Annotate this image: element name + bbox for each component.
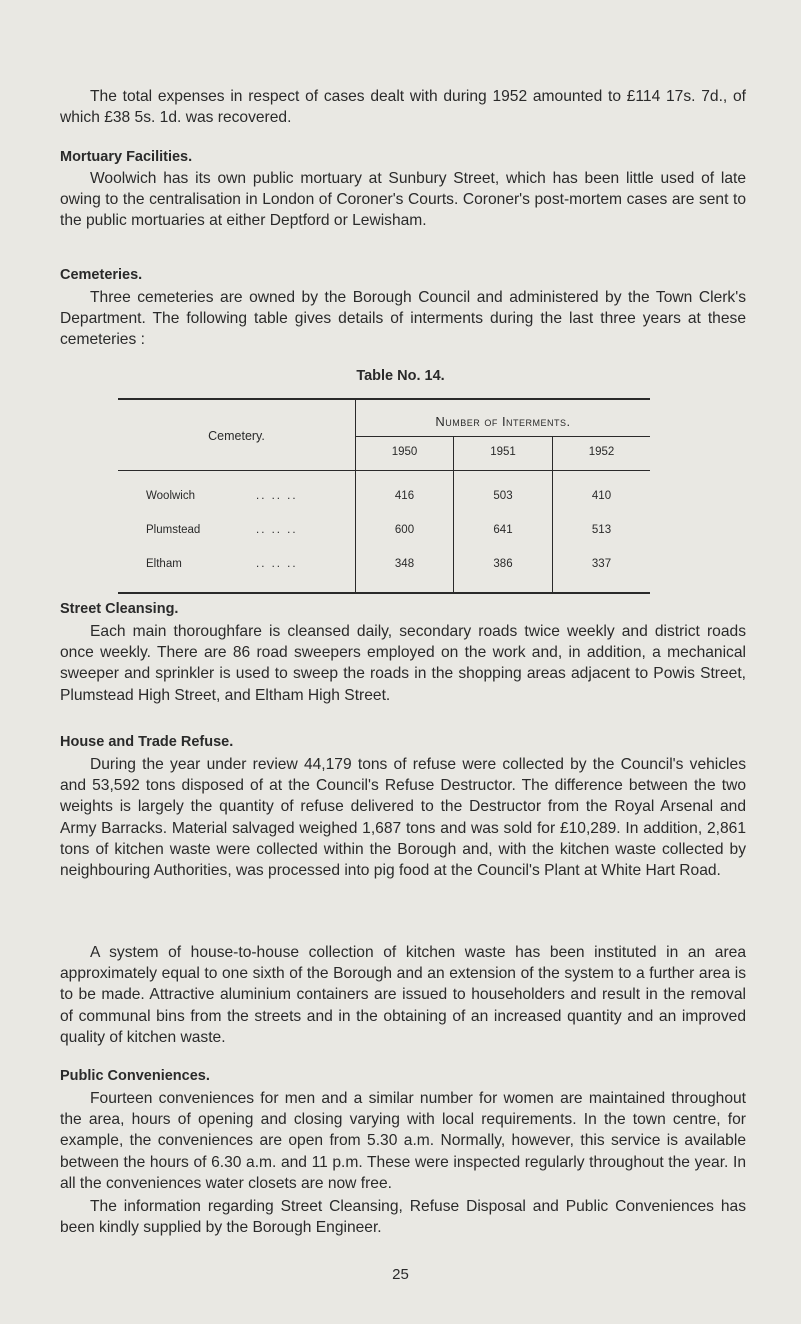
- table-cell: 337: [591, 558, 612, 570]
- table-cell: 410: [591, 490, 612, 502]
- table-bottom-rule: [118, 592, 650, 594]
- table-cell: 513: [591, 524, 612, 536]
- table-cell: 503: [493, 490, 513, 502]
- heading-refuse: House and Trade Refuse.: [60, 734, 234, 750]
- table-cell: 386: [493, 558, 513, 570]
- column-header-year: 1950: [391, 446, 418, 458]
- heading-mortuary: Mortuary Facilities.: [60, 149, 193, 165]
- mortuary-paragraph: Woolwich has its own public mortuary at Sunbury Street, which has been little used of late owing to the centralisation in London of Coroner's Courts. Coroner's post-mortem cases are sent to the public mortuaries at either Deptford or Lewisham.: [60, 170, 746, 230]
- interments-table: [118, 398, 650, 594]
- column-divider: [552, 437, 553, 594]
- row-label: Eltham: [146, 558, 182, 570]
- group-header-rule: [356, 436, 650, 437]
- column-divider: [453, 437, 454, 594]
- table-top-rule: [118, 398, 650, 400]
- row-label: Woolwich: [146, 490, 195, 502]
- heading-conveniences: Public Conveniences.: [60, 1068, 210, 1084]
- heading-cemeteries: Cemeteries.: [60, 267, 143, 283]
- dot-leader: .. .. ..: [256, 490, 298, 502]
- column-header-year: 1951: [490, 446, 516, 458]
- column-header-year: 1952: [588, 446, 615, 458]
- refuse-paragraph-1: During the year under review 44,179 tons of refuse were collected by the Council's vehicles and 53,592 tons disposed of at the Council's Refuse Destructor. The difference between the two weights is largely the quantity of refuse delivered to the Destructor from the Royal Arsenal and Army Barracks. Material salvaged weighed 1,687 tons and was sold for £10,289. In addition, 2,861 tons of kitchen waste were collected within the Borough and, with the kitchen waste collected by neighbouring Authorities, was processed into pig food at the Council's Plant at White Hart Road.: [60, 756, 746, 880]
- conveniences-paragraph: Fourteen conveniences for men and a similar number for women are maintained throughout the area, hours of opening and closing varying with local requirements. In the town centre, for example, the conveniences are open from 5.30 a.m. Normally, however, this service is available between the hours of 6.30 a.m. and 11 p.m. These were inspected regularly throughout the year. In all the conveniences water closets are now free.: [60, 1090, 746, 1192]
- table-caption: Table No. 14.: [356, 368, 445, 384]
- closing-paragraph: The information regarding Street Cleansing, Refuse Disposal and Public Conveniences has been kindly supplied by the Borough Engineer.: [60, 1198, 746, 1237]
- dot-leader: .. .. ..: [256, 524, 298, 536]
- header-bottom-rule: [118, 470, 650, 471]
- cemeteries-paragraph: Three cemeteries are owned by the Borough Council and administered by the Town Clerk's Department. The following table gives details of interments during the last three years at these cemeteries :: [60, 289, 746, 349]
- street-paragraph: Each main thoroughfare is cleansed daily, secondary roads twice weekly and district roads once weekly. There are 86 road sweepers employed on the work and, in addition, a mechanical sweeper and sprinkler is used to sweep the roads in the shopping areas adjacent to Powis Street, Plumstead High Street, and Eltham High Street.: [60, 623, 746, 704]
- row-label: Plumstead: [146, 524, 201, 536]
- group-header: Number of Interments.: [435, 414, 571, 429]
- table-cell: 600: [394, 524, 415, 536]
- table-cell: 416: [394, 490, 415, 502]
- intro-paragraph: The total expenses in respect of cases dealt with during 1952 amounted to £114 17s. 7d., of which £38 5s. 1d. was recovered.: [60, 88, 746, 127]
- table-cell: 348: [394, 558, 415, 570]
- table-cell: 641: [493, 524, 513, 536]
- refuse-paragraph-2: A system of house-to-house collection of kitchen waste has been instituted in an area approximately equal to one sixth of the Borough and an extension of the system to a further area is to be made. Attractive aluminium containers are issued to householders and result in the removal of communal bins from the streets and in the obtaining of an increased quantity and an improved quality of kitchen waste.: [60, 944, 746, 1046]
- heading-street-cleansing: Street Cleansing.: [60, 601, 179, 617]
- dot-leader: .. .. ..: [256, 558, 298, 570]
- column-header-cemetery: Cemetery.: [208, 429, 265, 443]
- page-number: 25: [392, 1266, 409, 1283]
